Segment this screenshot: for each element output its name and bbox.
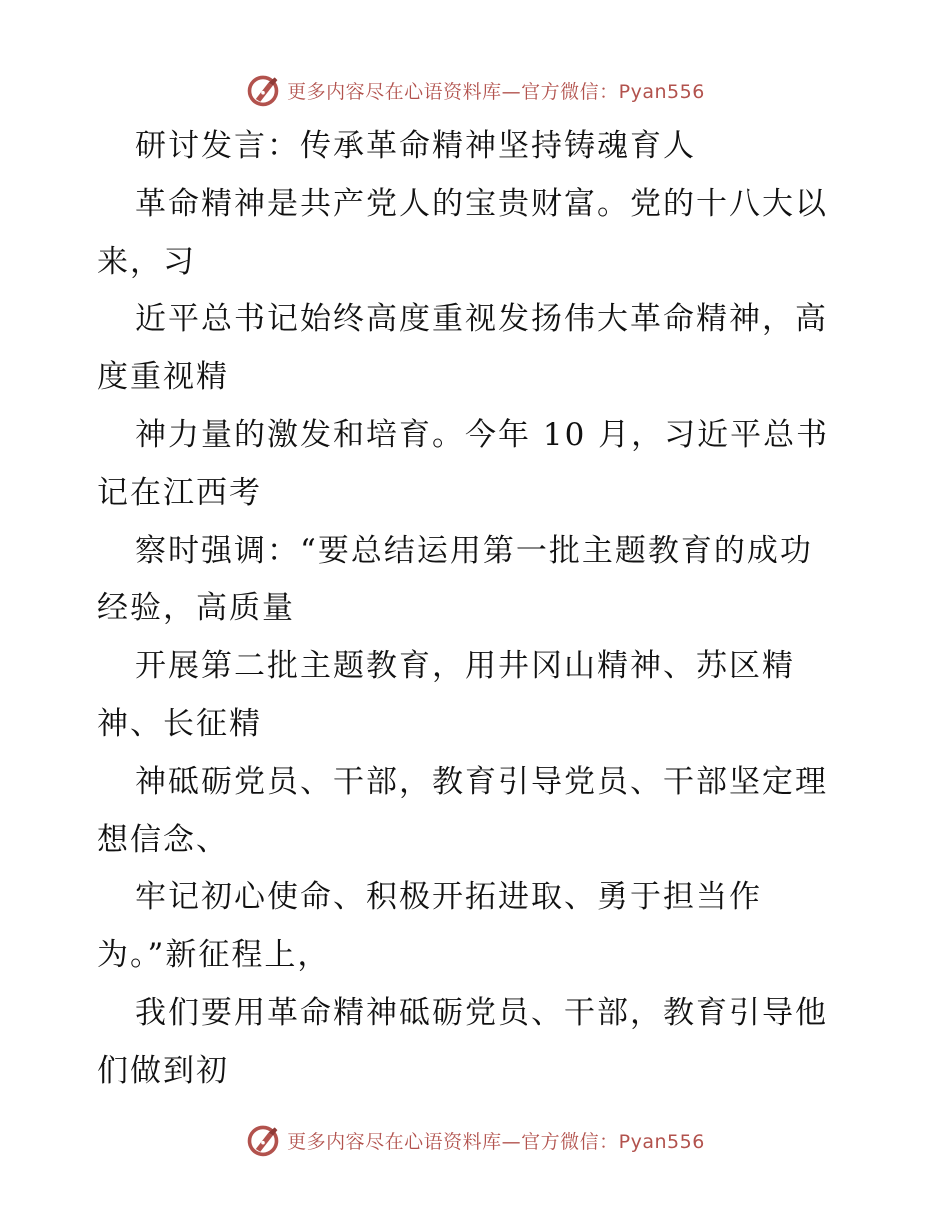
footer-banner	[0, 1120, 950, 1160]
text-line: 度重视精	[97, 359, 229, 396]
text-line: 近平总书记始终高度重视发扬伟大革命精神，高	[135, 301, 828, 338]
text-line: 为。”新征程上，	[97, 937, 331, 974]
text-line: 来，习	[97, 243, 196, 280]
text-line: 想信念、	[97, 821, 229, 858]
banner-text: 更多内容尽在心语资料库—官方微信：Pyan556	[287, 80, 705, 103]
text-line: 革命精神是共产党人的宝贵财富。党的十八大以	[135, 185, 828, 222]
pen-nib-logo-icon	[245, 1122, 281, 1158]
text-line: 们做到初	[97, 1052, 229, 1089]
document-title: 研讨发言：传承革命精神坚持铸魂育人	[135, 128, 696, 164]
header-banner	[0, 70, 950, 110]
text-line: 经验，高质量	[97, 590, 295, 627]
text-line: 牢记初心使命、积极开拓进取、勇于担当作	[135, 879, 762, 916]
text-line: 神砥砺党员、干部，教育引导党员、干部坚定理	[135, 763, 828, 800]
document-body	[97, 118, 857, 1101]
text-line: 神、长征精	[97, 705, 262, 742]
text-line: 开展第二批主题教育，用井冈山精神、苏区精	[135, 648, 795, 685]
banner-text: 更多内容尽在心语资料库—官方微信：Pyan556	[287, 1130, 705, 1153]
text-line: 神力量的激发和培育。今年 10 月，习近平总书	[135, 416, 830, 453]
text-line: 记在江西考	[97, 474, 262, 511]
text-line: 察时强调：“要总结运用第一批主题教育的成功	[135, 532, 813, 569]
text-line: 我们要用革命精神砥砺党员、干部，教育引导他	[135, 994, 828, 1031]
pen-nib-logo-icon	[245, 72, 281, 108]
